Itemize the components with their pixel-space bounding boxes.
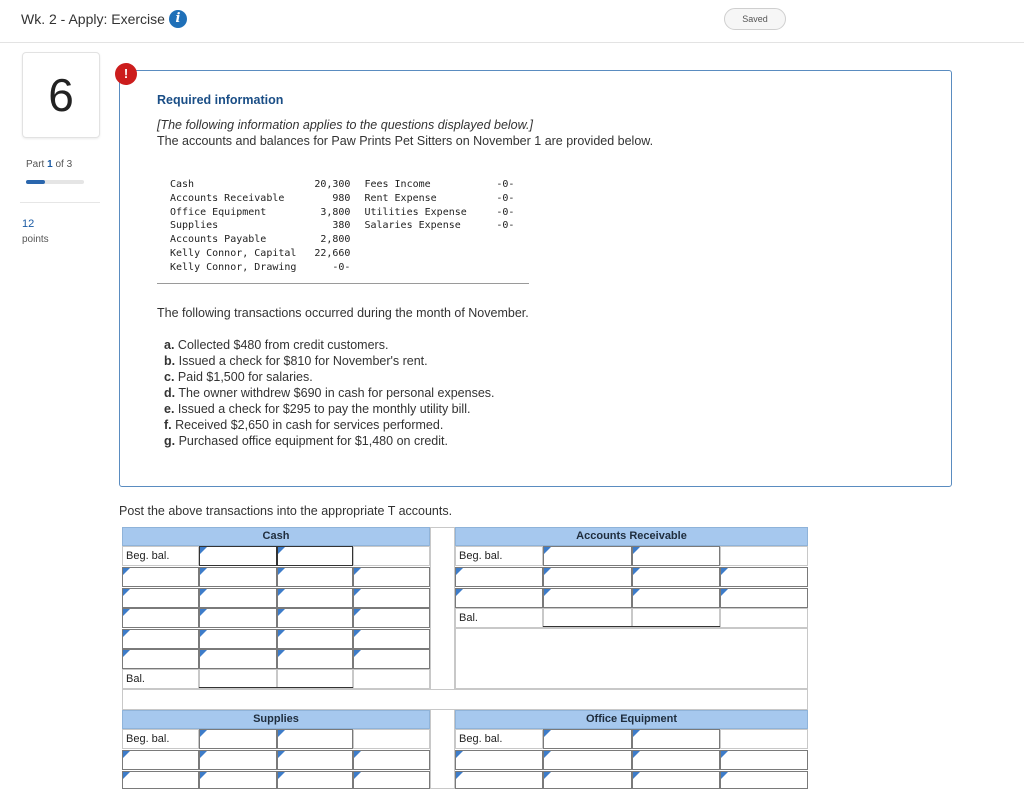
account-name bbox=[364, 247, 494, 261]
transaction-item bbox=[164, 353, 495, 369]
transaction-text: Issued a check for $810 for November's rent. bbox=[178, 354, 428, 368]
ar-bal-label: Bal. bbox=[455, 608, 543, 628]
ar-entry-input[interactable] bbox=[543, 588, 632, 608]
cash-bal-cell bbox=[277, 669, 353, 689]
cash-entry-input[interactable] bbox=[199, 629, 277, 649]
table-bottom-rule bbox=[157, 283, 529, 284]
cash-entry-input[interactable] bbox=[353, 567, 430, 587]
oe-beg-bal-cell bbox=[720, 729, 808, 749]
ar-entry-input[interactable] bbox=[455, 567, 543, 587]
cash-entry-input[interactable] bbox=[277, 588, 353, 608]
supplies-entry-input[interactable] bbox=[277, 771, 353, 789]
post-instructions: Post the above transactions into the appropriate T accounts. bbox=[119, 504, 453, 518]
points-value: 12 bbox=[22, 218, 35, 230]
accounts-receivable-title: Accounts Receivable bbox=[455, 527, 808, 546]
saved-status-badge: Saved bbox=[724, 8, 786, 30]
cash-entry-input[interactable] bbox=[277, 608, 353, 628]
ar-bal-cell bbox=[632, 608, 720, 628]
oe-entry-input[interactable] bbox=[632, 750, 720, 770]
cash-entry-input[interactable] bbox=[353, 608, 430, 628]
cash-entry-input[interactable] bbox=[199, 649, 277, 669]
account-name: Kelly Connor, Drawing bbox=[170, 261, 297, 273]
info-icon[interactable]: i bbox=[169, 10, 187, 28]
supplies-entry-input[interactable] bbox=[277, 750, 353, 770]
account-balance: 3,800 bbox=[320, 206, 351, 218]
account-name: Cash bbox=[170, 179, 195, 190]
cash-beg-bal-label: Beg. bal. bbox=[122, 546, 199, 566]
supplies-account-title: Supplies bbox=[122, 710, 430, 729]
part-progress-fill bbox=[26, 180, 45, 184]
cash-account-title: Cash bbox=[122, 527, 430, 546]
account-row bbox=[170, 192, 514, 206]
transaction-text: Issued a check for $295 to pay the monthly utility bill. bbox=[177, 402, 471, 416]
account-balance: -0- bbox=[496, 206, 515, 218]
cash-bal-cell bbox=[199, 669, 277, 689]
account-name: Salaries Expense bbox=[364, 220, 461, 232]
supplies-beg-bal-input[interactable] bbox=[199, 729, 277, 749]
ar-total-rule bbox=[543, 626, 720, 627]
account-name: Accounts Payable bbox=[170, 234, 267, 246]
oe-entry-input[interactable] bbox=[543, 750, 632, 770]
transaction-letter: f. bbox=[164, 418, 172, 432]
account-name: Rent Expense bbox=[364, 192, 437, 204]
cash-entry-input[interactable] bbox=[199, 588, 277, 608]
required-information-heading: Required information bbox=[157, 93, 284, 107]
cash-total-rule bbox=[199, 687, 353, 688]
account-balance bbox=[494, 261, 514, 275]
cash-entry-input[interactable] bbox=[122, 608, 199, 628]
account-name: Accounts Receivable bbox=[170, 192, 285, 204]
info-accounts-line: The accounts and balances for Paw Prints Pet Sitters on November 1 are provided below. bbox=[157, 134, 654, 148]
ar-beg-bal-cell bbox=[720, 546, 808, 566]
office-equipment-title: Office Equipment bbox=[455, 710, 808, 729]
account-balances-table bbox=[170, 178, 514, 275]
account-balance bbox=[494, 247, 514, 261]
ar-beg-bal-input[interactable] bbox=[632, 546, 720, 566]
oe-entry-input[interactable] bbox=[720, 771, 808, 789]
cash-entry-input[interactable] bbox=[353, 588, 430, 608]
oe-beg-bal-input[interactable] bbox=[543, 729, 632, 749]
account-row bbox=[170, 178, 514, 192]
ar-entry-input[interactable] bbox=[543, 567, 632, 587]
oe-entry-input[interactable] bbox=[632, 771, 720, 789]
ar-empty-area bbox=[455, 628, 808, 689]
account-name: Office Equipment bbox=[170, 206, 267, 218]
grid-row bbox=[122, 689, 808, 710]
cash-beg-bal-debit-input[interactable] bbox=[199, 546, 277, 566]
ar-bal-cell bbox=[720, 608, 808, 628]
account-balance: 20,300 bbox=[314, 179, 351, 190]
supplies-beg-bal-label: Beg. bal. bbox=[122, 729, 199, 749]
cash-beg-bal-credit-cell bbox=[353, 546, 430, 566]
supplies-entry-input[interactable] bbox=[122, 750, 199, 770]
cash-bal-cell bbox=[353, 669, 430, 689]
account-name: Supplies bbox=[170, 220, 219, 232]
transaction-letter: c. bbox=[164, 370, 175, 384]
ar-entry-input[interactable] bbox=[632, 588, 720, 608]
account-name: Kelly Connor, Capital bbox=[170, 247, 297, 259]
cash-entry-input[interactable] bbox=[122, 567, 199, 587]
cash-entry-input[interactable] bbox=[199, 567, 277, 587]
supplies-entry-input[interactable] bbox=[353, 750, 430, 770]
supplies-entry-input[interactable] bbox=[122, 771, 199, 789]
transaction-item bbox=[164, 433, 495, 449]
cash-entry-input[interactable] bbox=[277, 629, 353, 649]
part-current: 1 bbox=[47, 159, 53, 170]
account-balance: -0- bbox=[496, 220, 515, 232]
cash-entry-input[interactable] bbox=[277, 649, 353, 669]
account-balance: -0- bbox=[496, 179, 515, 190]
oe-entry-input[interactable] bbox=[455, 750, 543, 770]
oe-entry-input[interactable] bbox=[720, 750, 808, 770]
account-name bbox=[364, 233, 494, 247]
oe-entry-input[interactable] bbox=[455, 771, 543, 789]
ar-beg-bal-input[interactable] bbox=[543, 546, 632, 566]
cash-entry-input[interactable] bbox=[277, 567, 353, 587]
transaction-item bbox=[164, 385, 495, 401]
transaction-letter: a. bbox=[164, 338, 175, 352]
account-balance: 2,800 bbox=[320, 234, 351, 246]
cash-bal-label: Bal. bbox=[122, 669, 199, 689]
account-balance: -0- bbox=[332, 261, 351, 273]
transactions-heading: The following transactions occurred during the month of November. bbox=[157, 306, 529, 320]
transaction-item bbox=[164, 401, 495, 417]
cash-entry-input[interactable] bbox=[199, 608, 277, 628]
assignment-title: Wk. 2 - Apply: Exercise bbox=[21, 11, 165, 27]
account-row bbox=[170, 233, 514, 247]
transaction-letter: e. bbox=[164, 402, 175, 416]
top-bar bbox=[0, 0, 1024, 43]
points-label: points bbox=[22, 234, 49, 245]
account-row bbox=[170, 206, 514, 220]
part-progress-bar bbox=[26, 180, 84, 184]
oe-beg-bal-input[interactable] bbox=[632, 729, 720, 749]
ar-bal-cell bbox=[543, 608, 632, 628]
transactions-list bbox=[164, 337, 495, 449]
ar-entry-input[interactable] bbox=[455, 588, 543, 608]
part-indicator bbox=[26, 159, 72, 170]
alert-icon: ! bbox=[115, 63, 137, 85]
account-balance: 22,660 bbox=[314, 247, 351, 259]
transaction-item bbox=[164, 417, 495, 433]
account-name: Fees Income bbox=[364, 179, 431, 190]
part-prefix: Part bbox=[26, 159, 45, 170]
account-row bbox=[170, 247, 514, 261]
oe-beg-bal-label: Beg. bal. bbox=[455, 729, 543, 749]
account-balance: 380 bbox=[332, 220, 351, 232]
oe-entry-input[interactable] bbox=[543, 771, 632, 789]
cash-entry-input[interactable] bbox=[353, 649, 430, 669]
cash-beg-bal-credit-date-input[interactable] bbox=[277, 546, 353, 566]
grid-divider bbox=[430, 527, 455, 789]
transaction-letter: b. bbox=[164, 354, 176, 368]
transaction-text: The owner withdrew $690 in cash for personal expenses. bbox=[178, 386, 495, 400]
transaction-text: Received $2,650 in cash for services performed. bbox=[175, 418, 444, 432]
sidebar-divider bbox=[20, 202, 100, 203]
supplies-entry-input[interactable] bbox=[353, 771, 430, 789]
cash-entry-input[interactable] bbox=[353, 629, 430, 649]
account-balance: 980 bbox=[332, 192, 351, 204]
transaction-letter: g. bbox=[164, 434, 176, 448]
transaction-item bbox=[164, 369, 495, 385]
transaction-letter: d. bbox=[164, 386, 176, 400]
question-number: 6 bbox=[22, 52, 100, 138]
transaction-item bbox=[164, 337, 495, 353]
account-balance bbox=[494, 233, 514, 247]
ar-entry-input[interactable] bbox=[720, 567, 808, 587]
account-name: Utilities Expense bbox=[364, 206, 467, 218]
ar-beg-bal-label: Beg. bal. bbox=[455, 546, 543, 566]
transaction-text: Purchased office equipment for $1,480 on credit. bbox=[178, 434, 448, 448]
account-name bbox=[364, 261, 494, 275]
ar-entry-input[interactable] bbox=[632, 567, 720, 587]
transaction-text: Paid $1,500 for salaries. bbox=[177, 370, 313, 384]
cash-entry-input[interactable] bbox=[122, 588, 199, 608]
account-row bbox=[170, 219, 514, 233]
supplies-beg-bal-input[interactable] bbox=[277, 729, 353, 749]
info-intro-line: [The following information applies to the questions displayed below.] bbox=[157, 118, 533, 132]
cash-entry-input[interactable] bbox=[122, 629, 199, 649]
supplies-entry-input[interactable] bbox=[199, 771, 277, 789]
part-total: of 3 bbox=[55, 159, 73, 170]
account-balance: -0- bbox=[496, 192, 515, 204]
cash-entry-input[interactable] bbox=[122, 649, 199, 669]
transaction-text: Collected $480 from credit customers. bbox=[177, 338, 389, 352]
supplies-entry-input[interactable] bbox=[199, 750, 277, 770]
ar-entry-input[interactable] bbox=[720, 588, 808, 608]
supplies-beg-bal-cell bbox=[353, 729, 430, 749]
account-row bbox=[170, 261, 514, 275]
